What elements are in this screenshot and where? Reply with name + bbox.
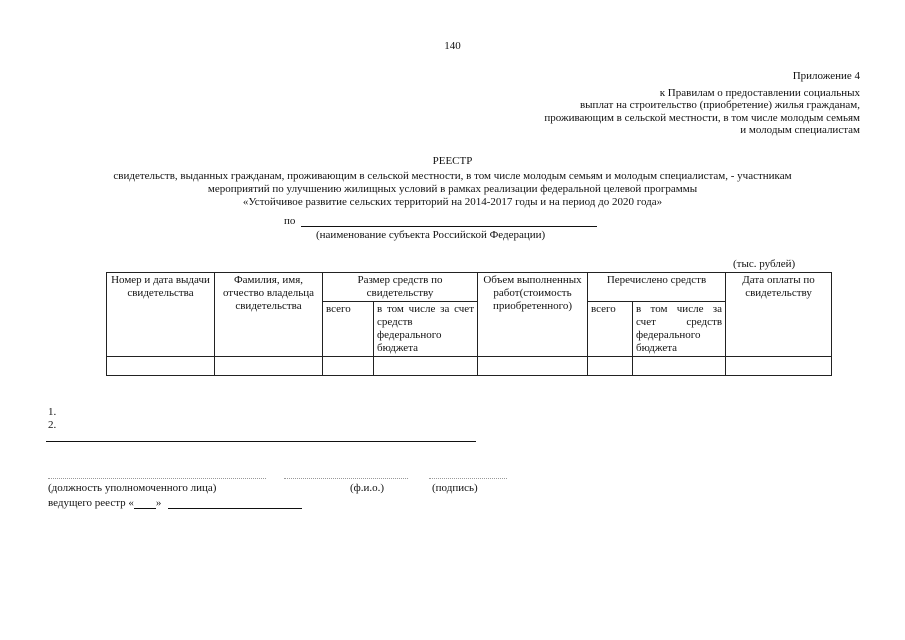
region-blank-line xyxy=(301,216,597,227)
date-blank xyxy=(168,498,302,509)
region-po-label: по xyxy=(284,215,296,227)
document-subtitle xyxy=(40,170,865,209)
units-label: (тыс. рублей) xyxy=(733,258,796,270)
position-blank-line xyxy=(48,478,266,479)
header-owner-name: Фамилия, имя, отчество владельца свидетельства xyxy=(215,273,323,357)
list-item: 2. xyxy=(48,419,57,431)
separator-line xyxy=(46,441,476,442)
appendix-line: проживающим в сельской местности, в том числе молодым семьям xyxy=(544,111,860,124)
table-cell xyxy=(478,357,588,376)
table-row xyxy=(107,357,832,376)
subtitle-line: мероприятий по улучшению жилищных условий в рамках реализации федеральной целевой программы xyxy=(207,183,698,195)
header-transferred: Перечислено средств xyxy=(588,273,726,302)
page-number: 140 xyxy=(444,40,461,52)
position-caption: (должность уполномоченного лица) xyxy=(48,482,217,494)
table-cell xyxy=(374,357,478,376)
sign-caption: (подпись) xyxy=(432,482,478,494)
day-blank xyxy=(134,498,156,509)
leading-suffix: » xyxy=(155,497,162,509)
leading-prefix: ведущего реестр « xyxy=(48,497,134,509)
header-transferred-federal: в том числе за счет средств федерального бюджета xyxy=(633,302,726,357)
table-cell xyxy=(588,357,633,376)
numbered-list xyxy=(48,406,56,432)
name-blank-line xyxy=(284,478,408,479)
table-cell xyxy=(107,357,215,376)
appendix-block xyxy=(544,70,860,137)
leading-register-line xyxy=(48,497,302,509)
name-caption: (ф.и.о.) xyxy=(350,482,385,494)
region-caption: (наименование субъекта Российской Федерации) xyxy=(316,229,546,241)
appendix-title: Приложение 4 xyxy=(792,70,860,82)
header-work-volume: Объем выполненных работ(стоимость приобретенного) xyxy=(478,273,588,357)
table-cell xyxy=(633,357,726,376)
registry-table xyxy=(106,272,832,376)
subtitle-line: свидетельств, выданных гражданам, проживающим в сельской местности, в том числе молодым семьям и молодым специалистам, - участникам xyxy=(113,170,792,182)
document-title: РЕЕСТР xyxy=(432,155,473,167)
header-payment-date: Дата оплаты по свидетельству xyxy=(726,273,832,357)
appendix-line: выплат на строительство (приобретение) жилья гражданам, xyxy=(579,99,860,112)
header-amount-total: всего xyxy=(323,302,374,357)
appendix-line: к Правилам о предоставлении социальных xyxy=(659,86,860,99)
list-item: 1. xyxy=(48,406,57,418)
table-cell xyxy=(726,357,832,376)
header-amount-federal: в том числе за счет средств федерального бюджета xyxy=(374,302,478,357)
table-header-row xyxy=(107,273,832,302)
region-line xyxy=(284,215,597,227)
header-transferred-total: всего xyxy=(588,302,633,357)
table-cell xyxy=(215,357,323,376)
header-certificate-number: Номер и дата выдачи свидетельства xyxy=(107,273,215,357)
header-certificate-amount: Размер средств по свидетельству xyxy=(323,273,478,302)
subtitle-line: «Устойчивое развитие сельских территорий на 2014-2017 годы и на период до 2020 года» xyxy=(242,196,663,208)
appendix-line: и молодым специалистам xyxy=(740,124,860,137)
sign-blank-line xyxy=(429,478,507,479)
table-cell xyxy=(323,357,374,376)
